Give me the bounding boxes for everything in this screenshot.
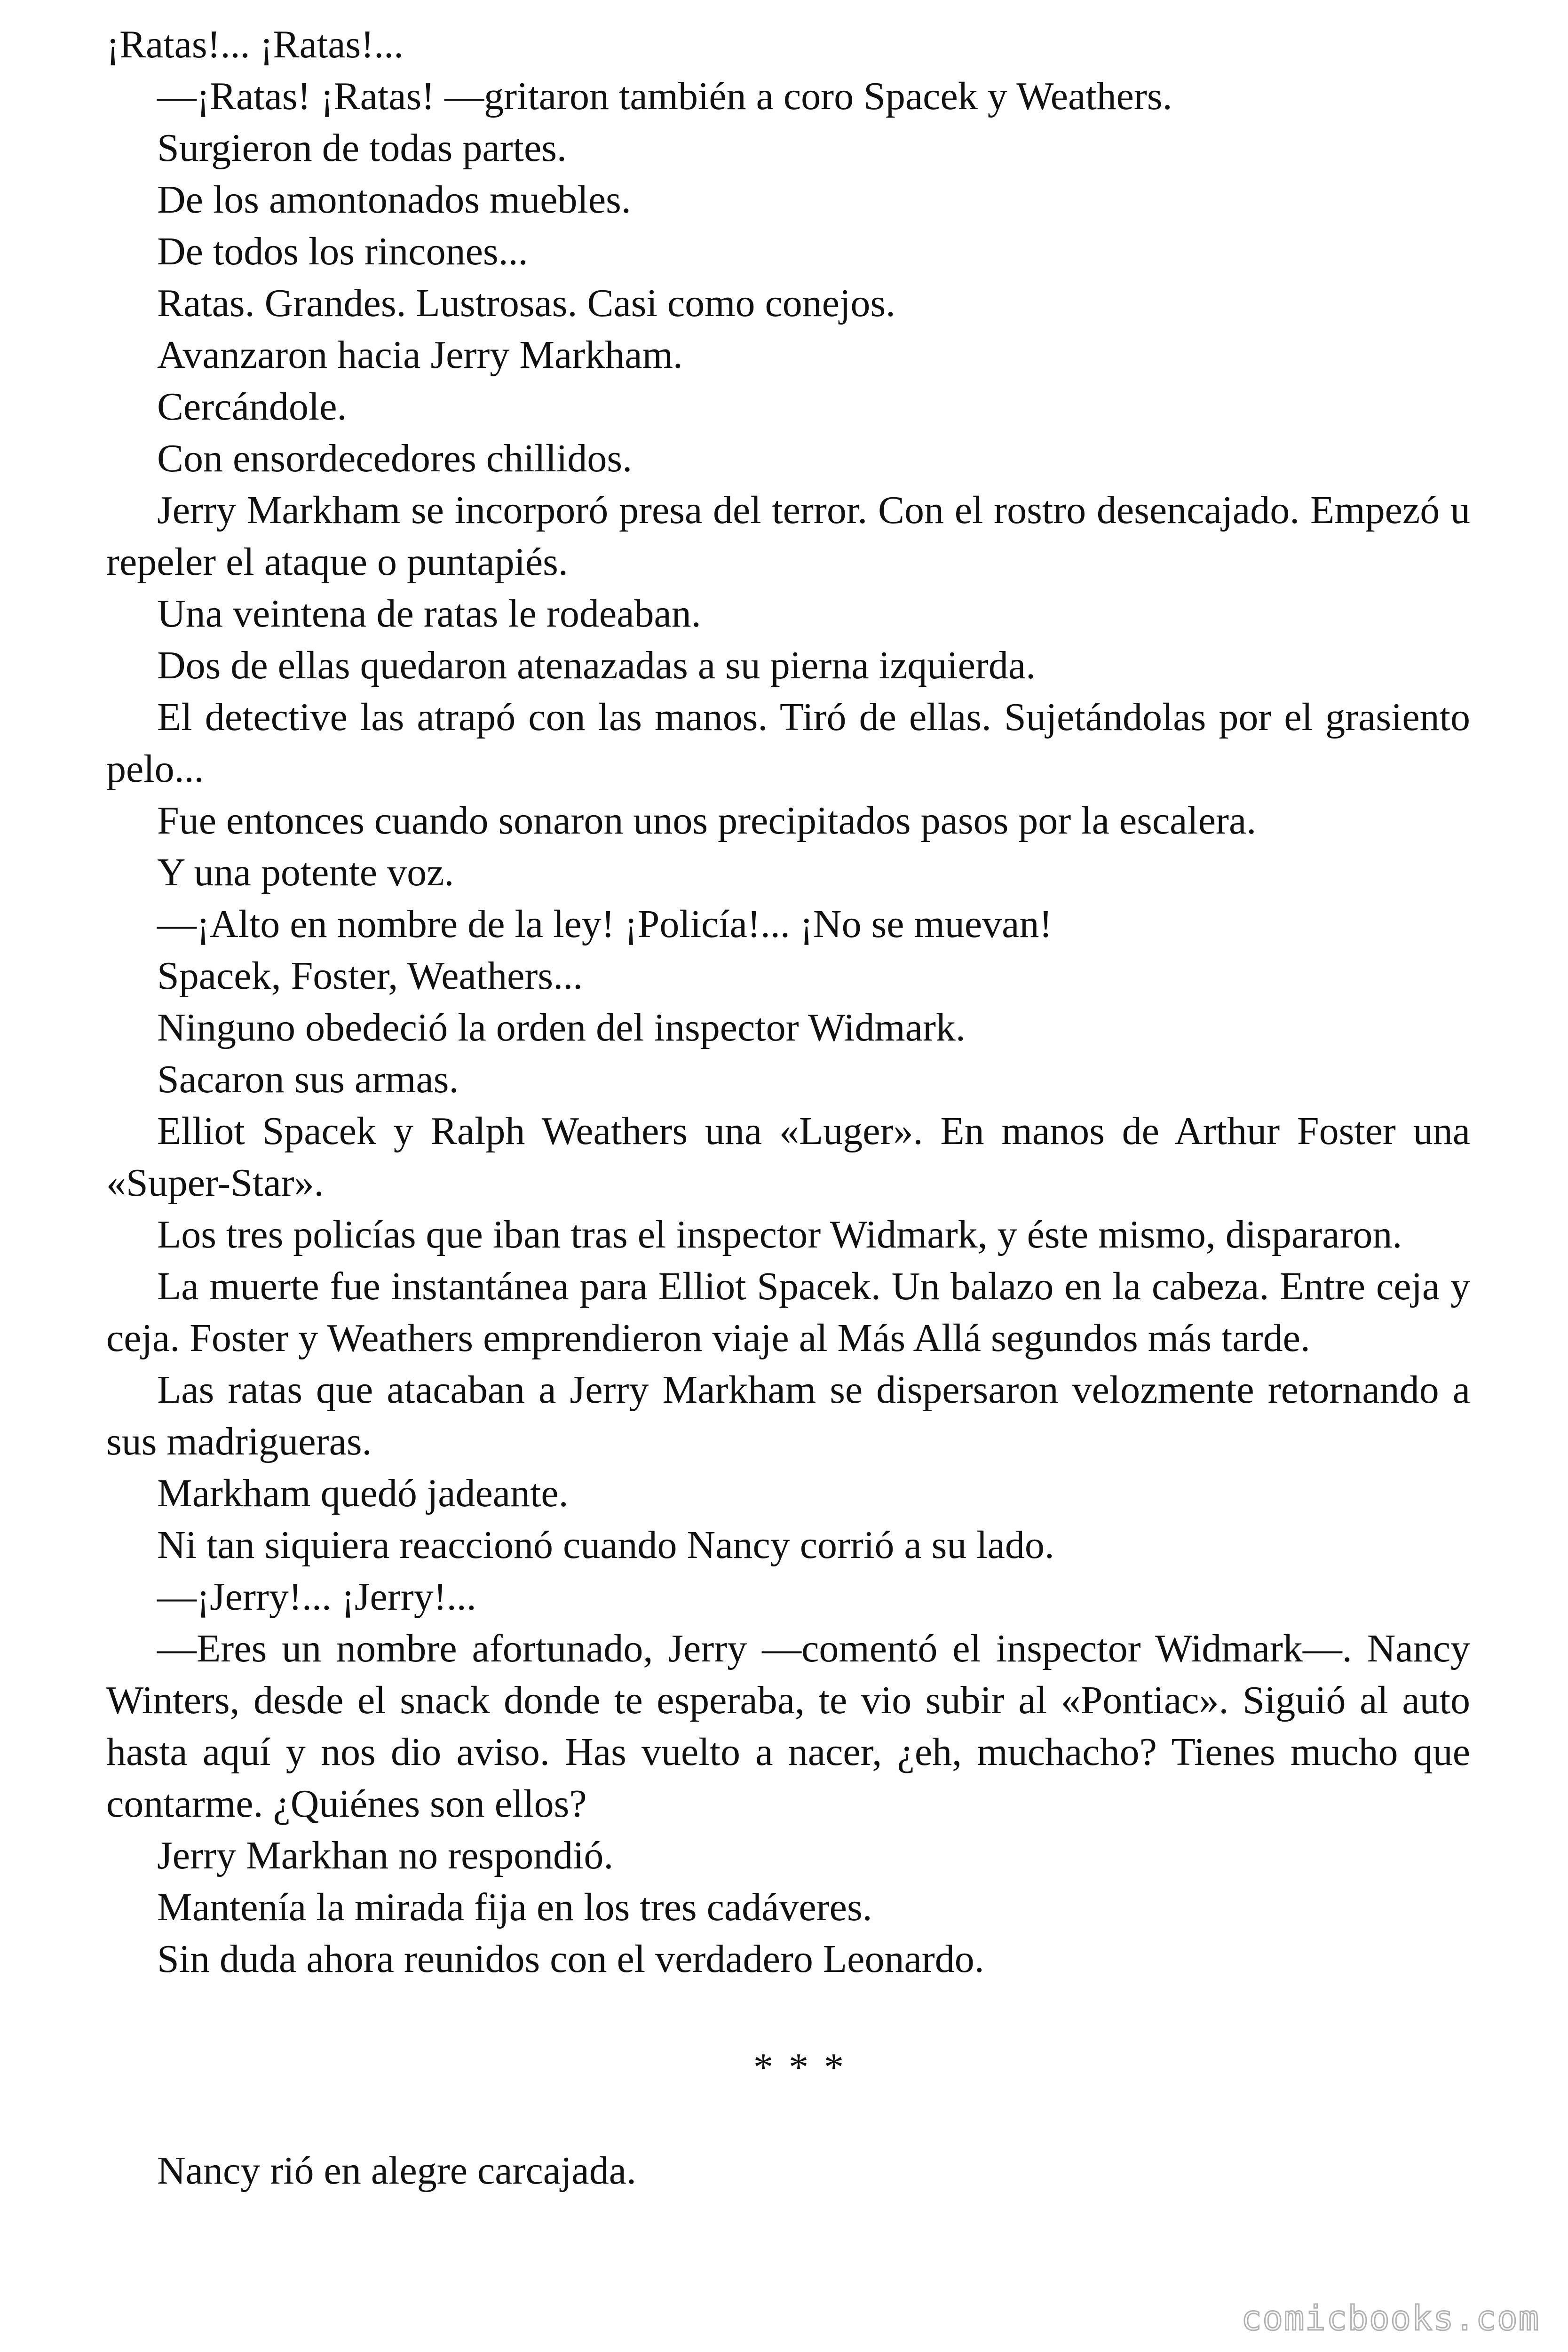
- paragraph: Fue entonces cuando sonaron unos precipitados pasos por la escalera.: [157, 799, 1257, 842]
- paragraph: Cercándole.: [157, 385, 347, 429]
- paragraph: Spacek, Foster, Weathers...: [157, 954, 583, 998]
- paragraph: Los tres policías que iban tras el inspector Widmark, y éste mismo, dispararon.: [157, 1213, 1402, 1256]
- paragraph: Ratas. Grandes. Lustrosas. Casi como conejos.: [157, 281, 896, 325]
- paragraph: Avanzaron hacia Jerry Markham.: [157, 333, 683, 377]
- paragraph: Jerry Markhan no respondió.: [157, 1834, 614, 1877]
- paragraph: De los amontonados muebles.: [157, 178, 631, 222]
- paragraph: ¡Ratas!... ¡Ratas!...: [106, 23, 404, 66]
- paragraph: —¡Jerry!... ¡Jerry!...: [157, 1575, 476, 1619]
- paragraph: —Eres un nombre afortunado, Jerry —comentó el inspector Widmark—. Nancy Winters, desde el snack donde te esperaba, te vio subir al «Pontiac». Siguió al auto hasta aquí y nos dio aviso. Has vuelto a nacer, ¿eh, muchacho? Tienes mucho que contarme. ¿Quiénes son ellos?: [106, 1627, 1470, 1826]
- paragraph: —¡Alto en nombre de la ley! ¡Policía!... ¡No se muevan!: [157, 902, 1053, 946]
- paragraph: Dos de ellas quedaron atenazadas a su pierna izquierda.: [157, 644, 1036, 687]
- paragraph: Surgieron de todas partes.: [157, 126, 567, 170]
- paragraph: Y una potente voz.: [157, 850, 454, 894]
- paragraph: Sacaron sus armas.: [157, 1057, 459, 1101]
- paragraph: Con ensordecedores chillidos.: [157, 437, 633, 480]
- paragraph: Jerry Markham se incorporó presa del terror. Con el rostro desencajado. Empezó u repeler el ataque o puntapiés.: [106, 488, 1470, 584]
- paragraph: El detective las atrapó con las manos. Tiró de ellas. Sujetándolas por el grasiento pelo...: [106, 695, 1470, 791]
- paragraph: Ninguno obedeció la orden del inspector Widmark.: [157, 1006, 966, 1049]
- paragraph: Sin duda ahora reunidos con el verdadero Leonardo.: [157, 1937, 984, 1981]
- paragraph: La muerte fue instantánea para Elliot Spacek. Un balazo en la cabeza. Entre ceja y ceja. Foster y Weathers emprendieron viaje al Más Allá segundos más tarde.: [106, 1264, 1470, 1360]
- paragraph: Markham quedó jadeante.: [157, 1471, 569, 1515]
- paragraph: Las ratas que atacaban a Jerry Markham se dispersaron velozmente retornando a sus madrigueras.: [106, 1368, 1470, 1463]
- paragraph: Nancy rió en alegre carcajada.: [157, 2149, 636, 2193]
- paragraph: De todos los rincones...: [157, 230, 528, 273]
- paragraph: Una veintena de ratas le rodeaban.: [157, 592, 701, 636]
- paragraph: Mantenía la mirada fija en los tres cadáveres.: [157, 1885, 872, 1929]
- paragraph: —¡Ratas! ¡Ratas! —gritaron también a coro Spacek y Weathers.: [157, 74, 1172, 118]
- scene-break: * * *: [753, 2045, 847, 2089]
- document-page: [106, 19, 1470, 2197]
- paragraph: Elliot Spacek y Ralph Weathers una «Luger». En manos de Arthur Foster una «Super-Star».: [106, 1109, 1470, 1205]
- watermark-logo: comicbooks.com: [1241, 2298, 1540, 2338]
- paragraph: Ni tan siquiera reaccionó cuando Nancy corrió a su lado.: [157, 1523, 1054, 1567]
